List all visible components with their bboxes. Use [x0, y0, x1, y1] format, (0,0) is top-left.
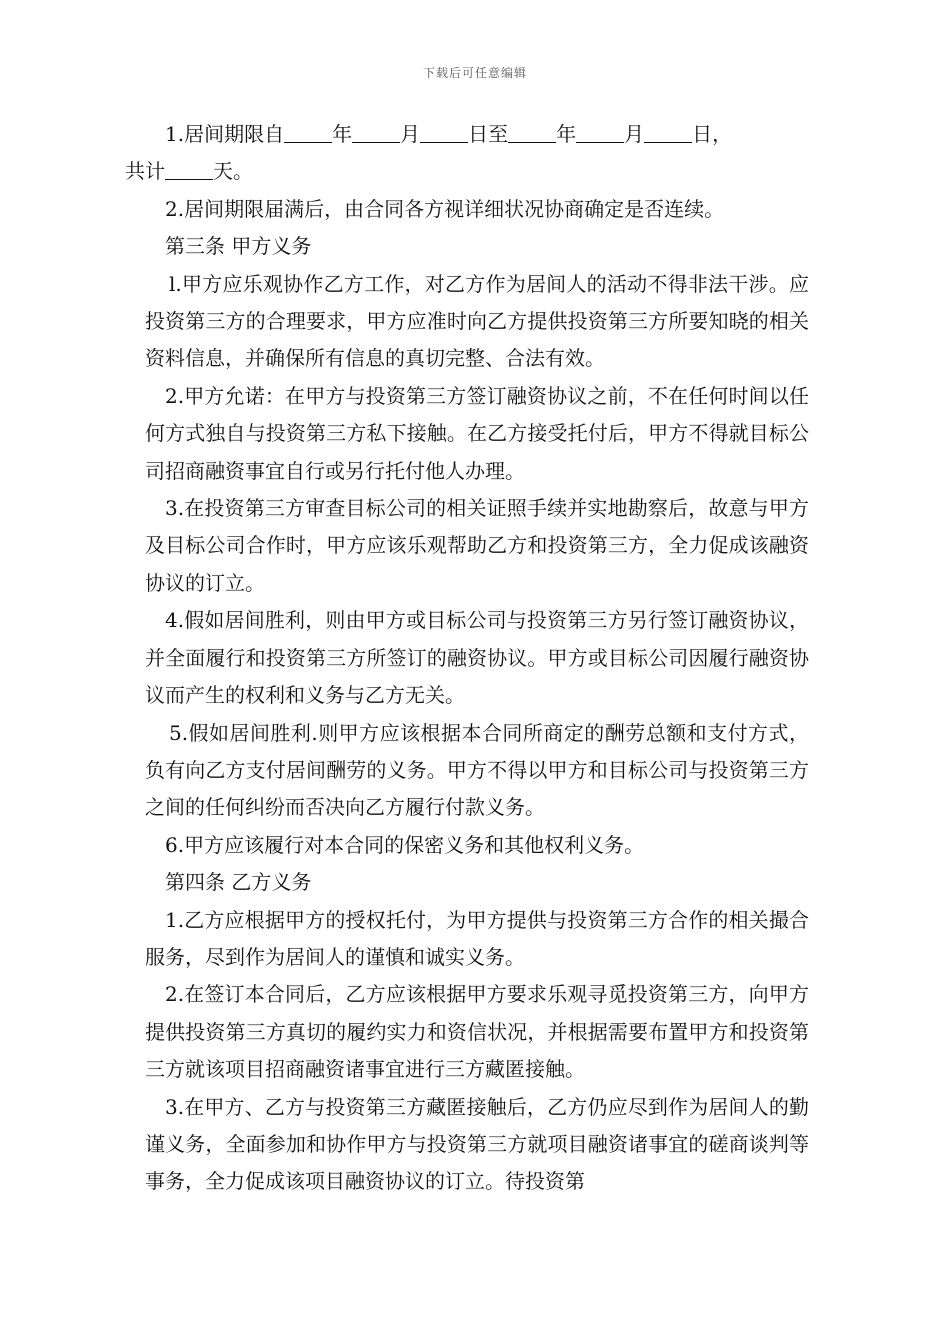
clause-term-period	[125, 116, 809, 191]
page-header: 下载后可任意编辑	[422, 66, 527, 80]
start-day-blank[interactable]	[420, 122, 468, 143]
start-month-blank[interactable]	[352, 122, 400, 143]
clause-3-5: 5.假如居间胜利.则甲方应该根据本合同所商定的酬劳总额和支付方式，负有向乙方支付居间酬劳的义务。甲方不得以甲方和目标公司与投资第三方之间的任何纠纷而否决向乙方履行付款义务。	[145, 720, 809, 820]
clause-4-3: 3.在甲方、乙方与投资第三方藏匿接触后，乙方仍应尽到作为居间人的勤谨义务，全面参加和协作甲方与投资第三方就项目融资诸事宜的磋商谈判等事务，全力促成该项目融资协议的订立。待投资第	[145, 1094, 809, 1194]
section-3-title: 第三条 甲方义务	[165, 234, 312, 259]
day-to-label: 日至	[468, 122, 509, 146]
section-4-title: 第四条 乙方义务	[165, 870, 312, 895]
total-label: 共计	[125, 159, 165, 184]
document-body	[125, 116, 809, 1201]
clause-4-1: 1.乙方应根据甲方的授权托付，为甲方提供与投资第三方合作的相关撮合服务，尽到作为居间人的谨慎和诚实义务。	[145, 907, 809, 969]
month-label-2: 月	[624, 122, 645, 146]
end-day-blank[interactable]	[644, 122, 692, 143]
total-days-blank[interactable]	[165, 159, 213, 180]
day-label-2: 日，	[692, 122, 733, 146]
end-year-blank[interactable]	[508, 122, 556, 143]
month-label: 月	[400, 122, 421, 146]
clause-3-6: 6.甲方应该履行对本合同的保密义务和其他权利义务。	[165, 832, 645, 857]
year-label: 年	[332, 122, 353, 146]
year-label-2: 年	[556, 122, 577, 146]
clause-term-expiry: 2.居间期限届满后，由合同各方视详细状况协商确定是否连续。	[165, 196, 725, 221]
clause-3-4: 4.假如居间胜利，则由甲方或目标公司与投资第三方另行签订融资协议，并全面履行和投资第三方所签订的融资协议。甲方或目标公司因履行融资协议而产生的权利和义务与乙方无关。	[145, 608, 809, 708]
end-month-blank[interactable]	[576, 122, 624, 143]
term-start-label: 1.居间期限自	[165, 122, 285, 146]
clause-3-3: 3.在投资第三方审查目标公司的相关证照手续并实地勘察后，故意与甲方及目标公司合作时，甲方应该乐观帮助乙方和投资第三方，全力促成该融资协议的订立。	[145, 496, 809, 595]
days-label: 天。	[213, 159, 253, 184]
start-year-blank[interactable]	[284, 122, 332, 143]
clause-3-1: l.甲方应乐观协作乙方工作，对乙方作为居间人的活动不得非法干涉。应投资第三方的合理要求，甲方应准时向乙方提供投资第三方所要知晓的相关资料信息，并确保所有信息的真切完整、合法有效。	[145, 271, 809, 371]
clause-3-2: 2.甲方允诺：在甲方与投资第三方签订融资协议之前，不在任何时间以任何方式独自与投资第三方私下接触。在乙方接受托付后，甲方不得就目标公司招商融资事宜自行或另行托付他人办理。	[145, 383, 809, 483]
clause-4-2: 2.在签订本合同后，乙方应该根据甲方要求乐观寻觅投资第三方，向甲方提供投资第三方真切的履约实力和资信状况，并根据需要布置甲方和投资第三方就该项目招商融资诸事宜进行三方藏匿接触。	[145, 982, 809, 1082]
